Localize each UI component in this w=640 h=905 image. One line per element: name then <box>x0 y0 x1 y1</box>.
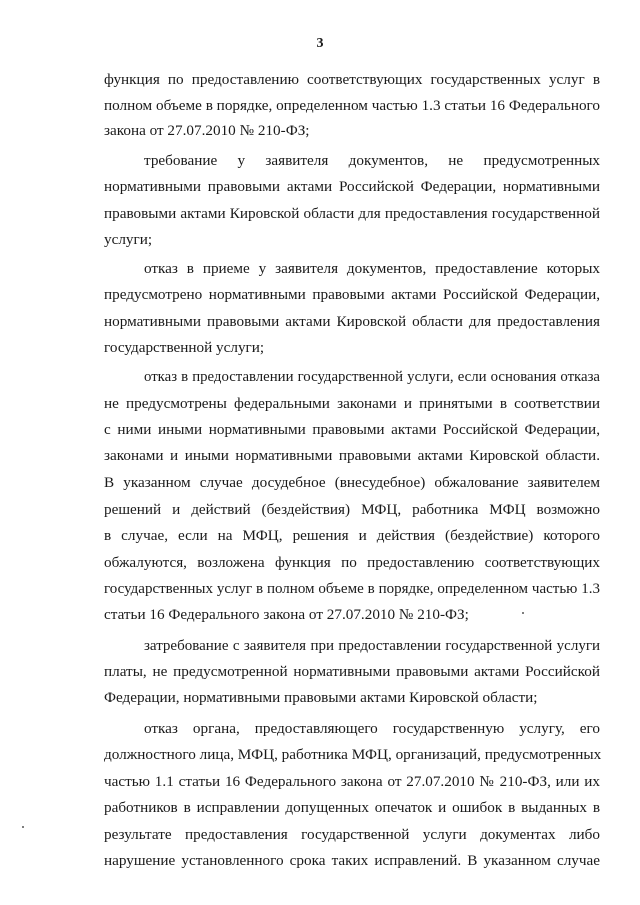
text-line: В указанном случае досудебное (внесудебное) обжалование заявителем <box>104 474 600 491</box>
text-line: не предусмотрены федеральными законами и принятыми в соответствии <box>104 395 600 412</box>
text-line: нормативными правовыми актами Российской Федерации, нормативными <box>104 178 600 195</box>
text-line: решений и действий (бездействия) МФЦ, работника МФЦ возможно <box>104 501 600 518</box>
text-line: государственных услуг в полном объеме в порядке, определенном частью 1.3 <box>104 581 600 597</box>
text-line: отказ органа, предоставляющего государственную услугу, его <box>144 720 600 737</box>
text-line: статьи 16 Федерального закона от 27.07.2010 № 210-ФЗ; <box>104 606 469 623</box>
scan-speck <box>522 612 524 614</box>
text-line: платы, не предусмотренной нормативными правовыми актами Российской <box>104 663 600 680</box>
text-line: должностного лица, МФЦ, работника МФЦ, организаций, предусмотренных <box>104 746 602 763</box>
text-line: с ними иными нормативными правовыми актами Российской Федерации, <box>104 421 600 438</box>
text-line: требование у заявителя документов, не предусмотренных <box>144 152 600 169</box>
text-line: государственной услуги; <box>104 339 265 356</box>
text-line: правовыми актами Кировской области для предоставления государственной <box>104 205 600 222</box>
text-line: отказ в приеме у заявителя документов, предоставление которых <box>144 260 600 277</box>
page-number: 3 <box>316 36 324 51</box>
text-line: частью 1.1 статьи 16 Федерального закона от 27.07.2010 № 210-ФЗ, или их <box>104 773 600 790</box>
scan-speck <box>22 826 24 828</box>
text-line: обжалуются, возложена функция по предоставлению соответствующих <box>104 554 600 571</box>
text-line: отказ в предоставлении государственной услуги, если основания отказа <box>144 369 600 385</box>
text-line: услуги; <box>104 231 153 248</box>
text-line: полном объеме в порядке, определенном частью 1.3 статьи 16 Федерального <box>104 97 600 114</box>
text-line: предусмотрено нормативными правовыми актами Российской Федерации, <box>104 286 600 303</box>
text-line: затребование с заявителя при предоставлении государственной услуги <box>144 638 600 654</box>
text-line: Федерации, нормативными правовыми актами Кировской области; <box>104 689 538 706</box>
text-line: работников в исправлении допущенных опечаток и ошибок в выданных в <box>104 799 600 816</box>
text-line: нарушение установленного срока таких исправлений. В указанном случае <box>104 852 600 869</box>
text-line: закона от 27.07.2010 № 210-ФЗ; <box>104 122 310 139</box>
text-line: в случае, если на МФЦ, решения и действия (бездействие) которого <box>104 527 600 544</box>
text-line: законами и иными нормативными правовыми актами Кировской области. <box>104 447 600 464</box>
text-line: результате предоставления государственной услуги документах либо <box>104 826 600 843</box>
text-line: функция по предоставлению соответствующих государственных услуг в <box>104 71 600 88</box>
text-line: нормативными правовыми актами Кировской области для предоставления <box>104 313 600 330</box>
